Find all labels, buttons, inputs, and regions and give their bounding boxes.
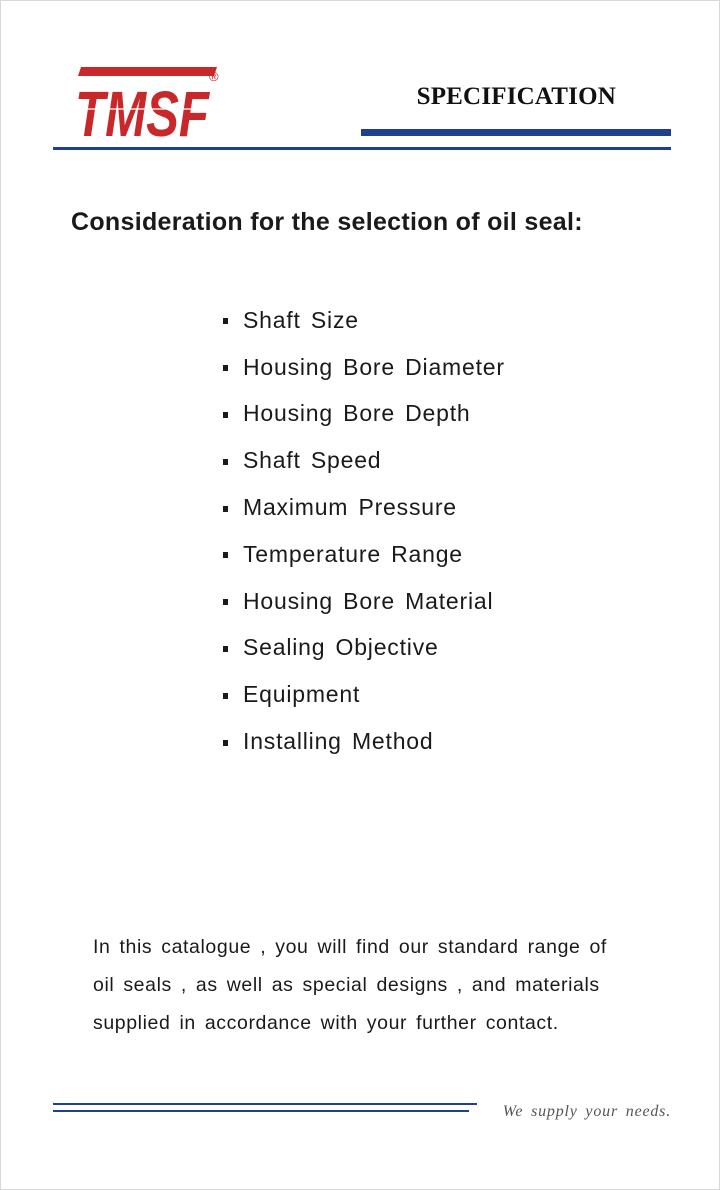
list-item <box>223 437 505 484</box>
title-underline-bar <box>361 129 671 136</box>
bullet-icon <box>223 693 228 699</box>
intro-line: In this catalogue , you will find our standard range of <box>93 936 607 958</box>
intro-line: supplied in accordance with your further contact. <box>93 1012 559 1034</box>
footer-tagline: We supply your needs. <box>477 1103 671 1121</box>
svg-text:TMSF: TMSF <box>75 78 211 143</box>
bullet-icon <box>223 552 228 558</box>
list-item-label: Sealing Objective <box>243 634 439 661</box>
list-item <box>223 531 505 578</box>
list-item-label: Shaft Speed <box>243 447 382 474</box>
header-divider <box>53 147 671 150</box>
list-item-label: Housing Bore Diameter <box>243 353 505 380</box>
list-item-label: Maximum Pressure <box>243 494 457 521</box>
bullet-icon <box>223 599 228 605</box>
intro-paragraph <box>93 928 653 1042</box>
bullet-icon <box>223 740 228 746</box>
page-title: SPECIFICATION <box>416 83 616 110</box>
bullet-icon <box>223 506 228 512</box>
bullet-icon <box>223 318 228 324</box>
section-heading: Consideration for the selection of oil seal: <box>71 208 583 236</box>
bullet-icon <box>223 412 228 418</box>
svg-text:®: ® <box>209 69 219 84</box>
list-item <box>223 484 505 531</box>
list-item-label: Housing Bore Depth <box>243 400 471 427</box>
list-item <box>223 578 505 625</box>
tmsf-logo <box>67 65 227 143</box>
consideration-list <box>223 297 505 765</box>
list-item-label: Temperature Range <box>243 540 463 567</box>
list-item <box>223 297 505 344</box>
bullet-icon <box>223 646 228 652</box>
list-item-label: Equipment <box>243 681 361 708</box>
list-item-label: Housing Bore Material <box>243 587 494 614</box>
bullet-icon <box>223 459 228 465</box>
bullet-icon <box>223 365 228 371</box>
list-item <box>223 344 505 391</box>
list-item <box>223 625 505 672</box>
list-item-label: Installing Method <box>243 728 434 755</box>
list-item <box>223 718 505 765</box>
footer-divider-bottom <box>53 1110 469 1112</box>
list-item-label: Shaft Size <box>243 306 359 333</box>
intro-line: oil seals , as well as special designs , and materials <box>93 974 600 996</box>
list-item <box>223 391 505 438</box>
list-item <box>223 671 505 718</box>
